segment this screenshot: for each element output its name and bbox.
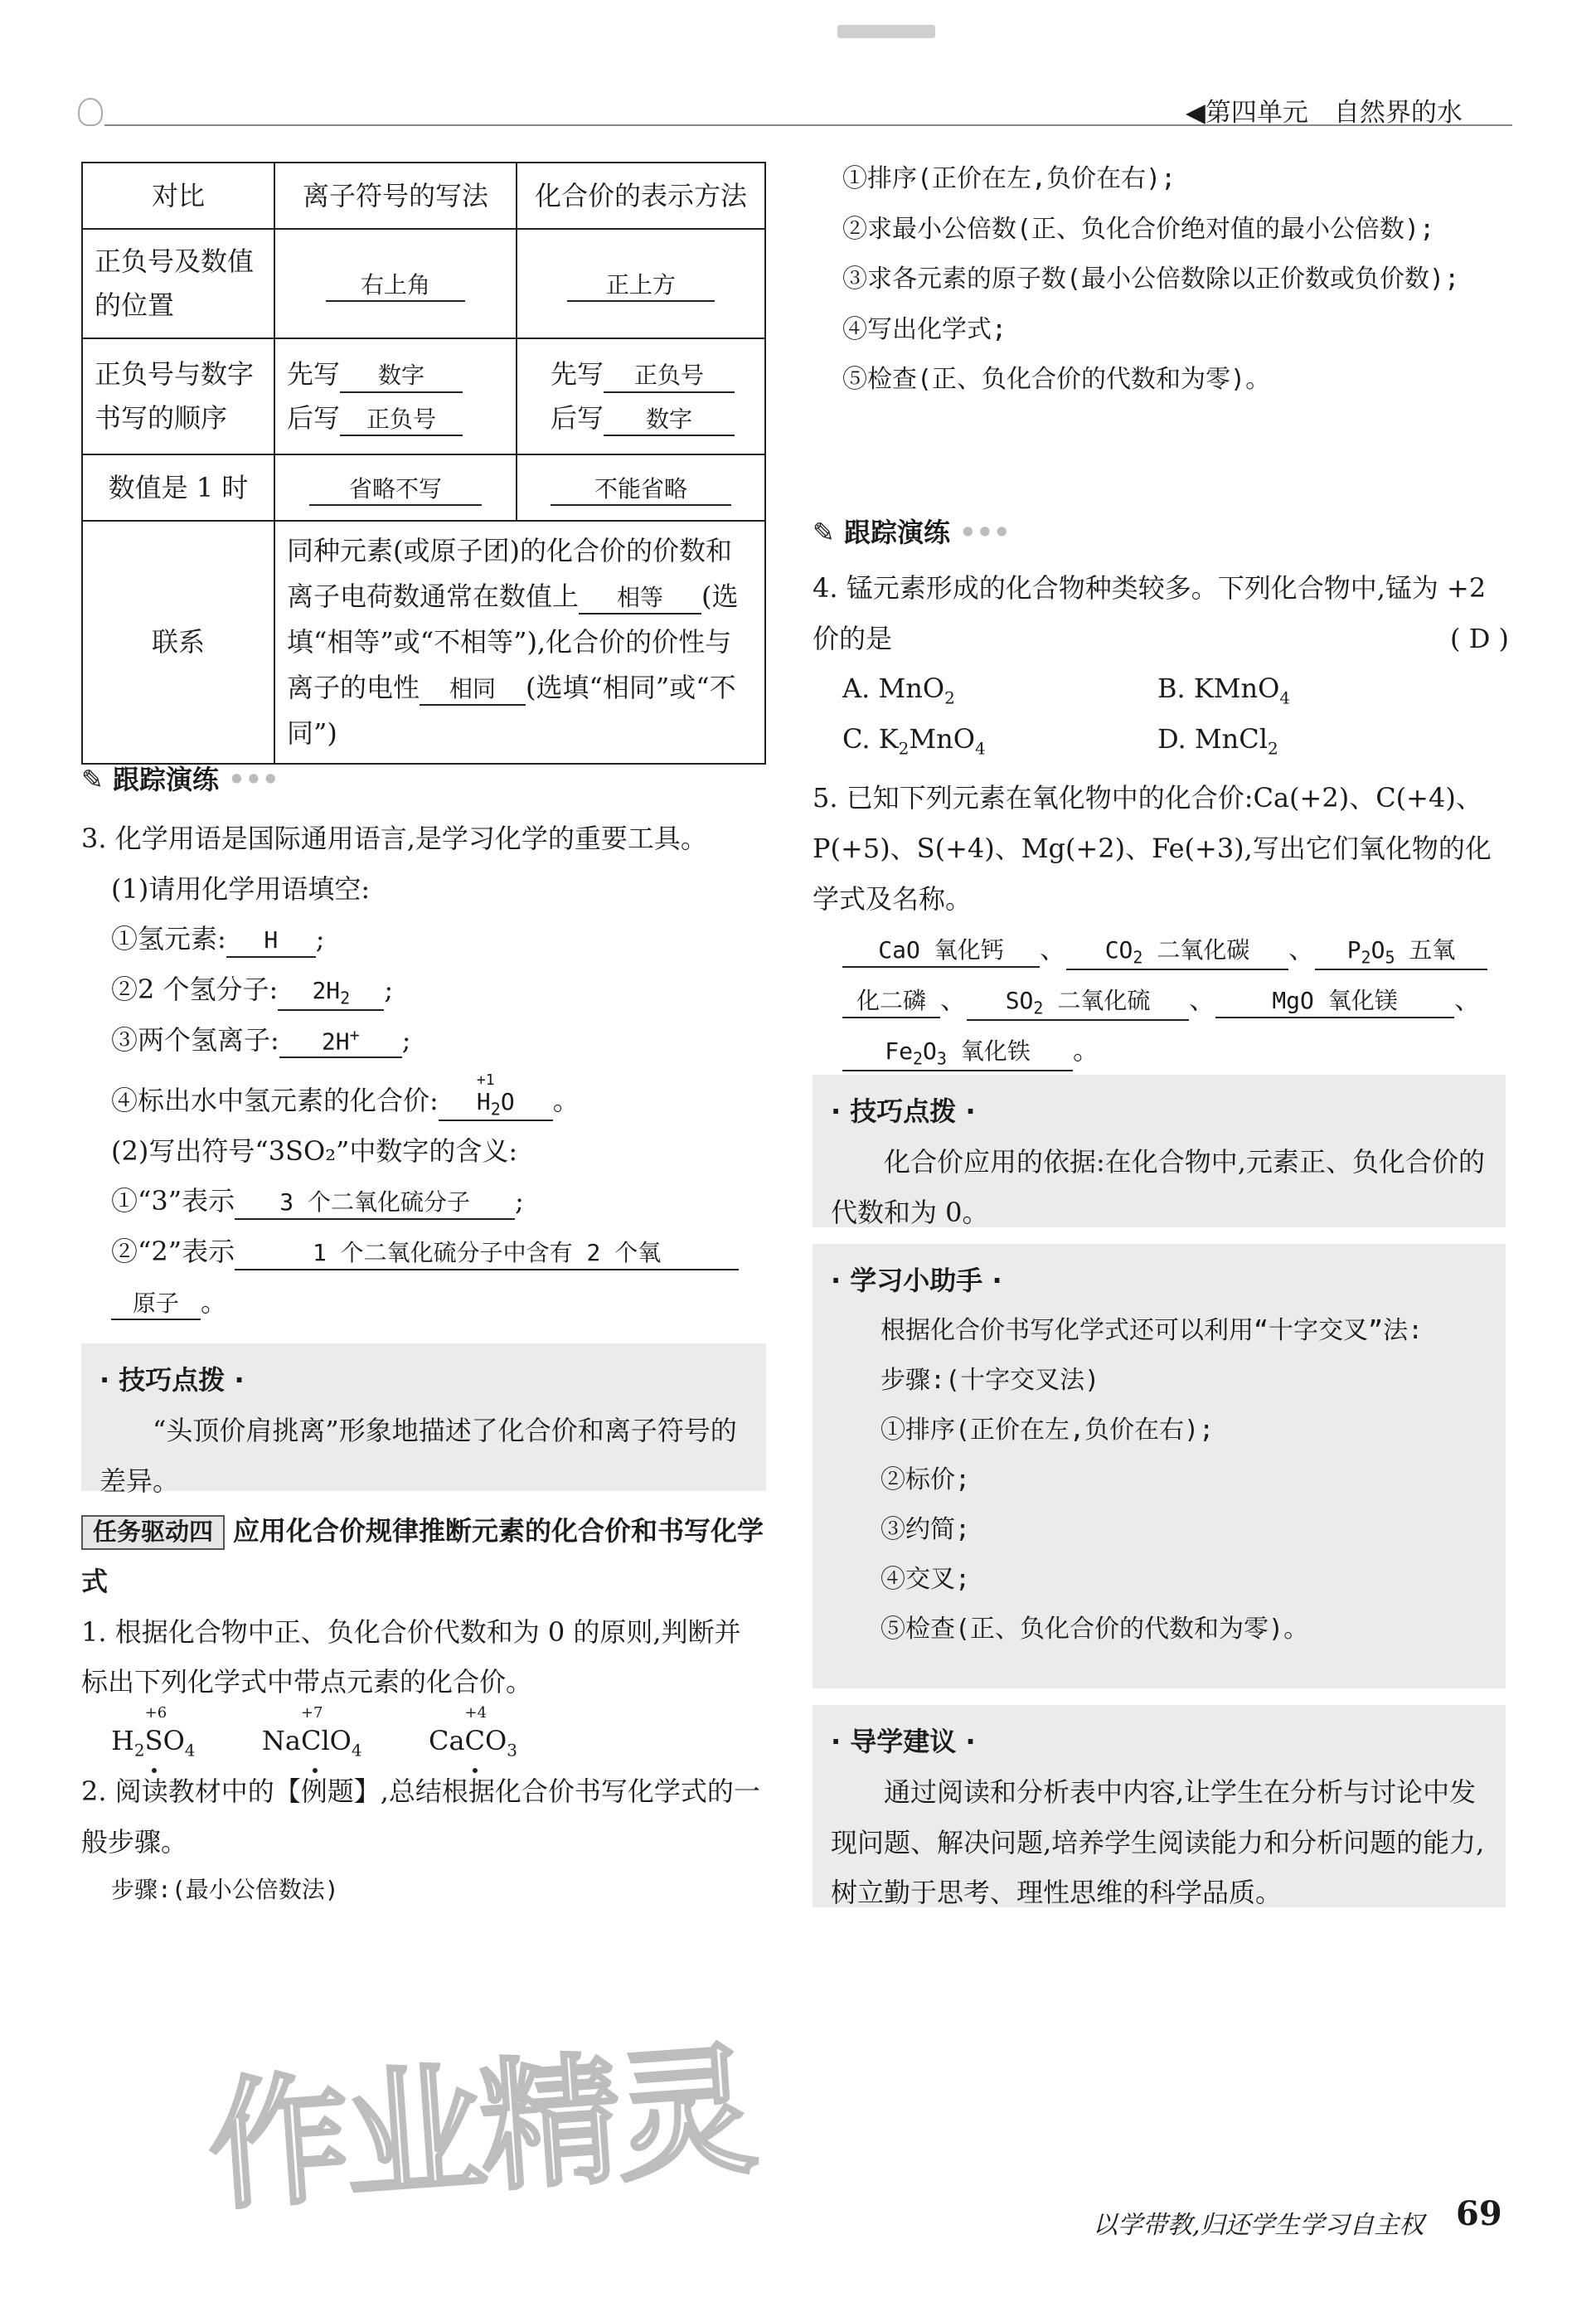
bulb-icon bbox=[78, 98, 103, 126]
row-label: 数值是 1 时 bbox=[82, 454, 274, 521]
pencil-icon: ✎ bbox=[81, 764, 113, 795]
comparison-table bbox=[81, 162, 766, 765]
formula-caco3: Ca +4 $CO_3$ bbox=[429, 1725, 517, 1756]
row-label: 正负号与数字书写的顺序 bbox=[82, 338, 274, 454]
dots-icon: ••• bbox=[218, 764, 279, 795]
tip-text: 化合价应用的依据:在化合物中,元素正、负化合价的代数和为 0。 bbox=[831, 1145, 1485, 1228]
table-header: 化合价的表示方法 bbox=[517, 163, 765, 229]
step-5: ⑤检查(正、负化合价的代数和为零)。 bbox=[842, 365, 1271, 395]
answer-blank: $2H_2$ bbox=[278, 976, 384, 1011]
dots-icon: ••• bbox=[949, 517, 1011, 548]
section-title: 跟踪演练 bbox=[843, 517, 950, 548]
question-text: (2)写出符号“3SO₂”中数字的含义: bbox=[111, 1134, 518, 1167]
answer-blank: $Fe_2O_3$ 氧化铁 bbox=[842, 1037, 1073, 1071]
answer-blank: 数字 bbox=[604, 405, 735, 436]
footer-slogan: 以学带教,归还学生学习自主权 bbox=[1093, 2211, 1424, 2240]
then-label: 后写 bbox=[287, 402, 341, 434]
question-text: ①氢元素: bbox=[111, 923, 226, 955]
relation-text: 同种元素(或原子团)的化合价的价数和离子电荷数通常在数值上 bbox=[287, 535, 732, 613]
answer-blank: 正负号 bbox=[340, 405, 463, 436]
right-steps bbox=[842, 154, 1506, 406]
tip-box bbox=[81, 1343, 766, 1497]
question-text: ③两个氢离子: bbox=[111, 1023, 279, 1056]
question-4: 4. 锰元素形成的化合物种类较多。下列化合物中,锰为 +2 价的是 bbox=[813, 571, 1487, 654]
helper-text: 步骤:(十字交叉法) bbox=[880, 1365, 1100, 1395]
left-column: ✎ 跟踪演练 ••• 3. 化学用语是国际通用语言,是学习化学的重要工具。 (1)请用化学用语填空: ①氢元素: H ; ②2 个氢分子: $2H_2$ ; ③两个氢离子: 2H+ ; ④标出水中氢元素的化合价: +1 $H_2O$ 。 (2)写出符号“3SO₂”中数字的含义: ①“3”表示 3 个二氧化硫分子 ; ②“2”表示 1 个二氧化硫分子中含有 2 个氧 原子 。 bbox=[81, 755, 766, 1328]
step-2: ②求最小公倍数(正、负化合价绝对值的最小公倍数); bbox=[842, 214, 1435, 244]
answer-blank: 右上角 bbox=[326, 270, 465, 302]
question-text: ②2 个氢分子: bbox=[111, 974, 279, 1006]
answer-blank: MgO 氧化镁 bbox=[1215, 986, 1454, 1018]
answer-blank: 数字 bbox=[340, 361, 463, 392]
question-5: 5. 已知下列元素在氧化物中的化合价:Ca(+2)、C(+4)、P(+5)、S(+4)、Mg(+2)、Fe(+3),写出它们氧化物的化学式及名称。 bbox=[813, 781, 1492, 915]
question-2: 2. 阅读教材中的【例题】,总结根据化合价书写化学式的一般步骤。 bbox=[81, 1775, 760, 1858]
option-d: D. MnCl$_2$ bbox=[1157, 723, 1278, 759]
helper-text: ③约简; bbox=[880, 1514, 971, 1544]
question-text: ④标出水中氢元素的化合价: bbox=[111, 1084, 439, 1116]
answer-blank: 1 个二氧化硫分子中含有 2 个氧 bbox=[235, 1238, 739, 1270]
box-title: · 技巧点拨 · bbox=[831, 1095, 976, 1127]
helper-text: 根据化合价书写化学式还可以利用“十字交叉”法: bbox=[880, 1315, 1424, 1345]
formula-row bbox=[81, 1704, 766, 1766]
table-header: 离子符号的写法 bbox=[274, 163, 517, 229]
steps-label: 步骤:(最小公倍数法) bbox=[111, 1875, 339, 1903]
step-1: ①排序(正价在左,负价在右); bbox=[842, 164, 1176, 193]
left-column-task bbox=[81, 1506, 766, 1911]
answer-blank: 正上方 bbox=[567, 270, 715, 302]
unit-title: ◀第四单元 自然界的水 bbox=[1186, 98, 1463, 128]
option-a: A. MnO$_2$ bbox=[842, 673, 955, 708]
helper-text: ①排序(正价在左,负价在右); bbox=[880, 1415, 1215, 1445]
question-text: (1)请用化学用语填空: bbox=[111, 872, 371, 905]
question-text: ①“3”表示 bbox=[111, 1185, 235, 1217]
task-tag: 任务驱动四 bbox=[81, 1515, 225, 1550]
answer-blank: CaO 氧化钙 bbox=[842, 935, 1040, 967]
answer-blank: 相同 bbox=[420, 674, 526, 706]
answer-choice: ( D ) bbox=[1450, 622, 1509, 654]
guide-text: 通过阅读和分析表中内容,让学生在分析与讨论中发现问题、解决问题,培养学生阅读能力和分析问题的能力,树立勤于思考、理性思维的科学品质。 bbox=[831, 1775, 1485, 1909]
guide-box bbox=[813, 1705, 1506, 1907]
top-bar bbox=[837, 25, 935, 38]
answer-blank: $P_2O_5$ 五氧 bbox=[1315, 935, 1487, 970]
box-title: · 导学建议 · bbox=[831, 1726, 976, 1757]
row-label: 正负号及数值的位置 bbox=[82, 229, 274, 338]
page-number: 69 bbox=[1456, 2194, 1502, 2233]
answer-blank: 原子 bbox=[111, 1289, 201, 1320]
answer-blank: 省略不写 bbox=[309, 474, 482, 506]
answer-blank: $CO_2$ 二氧化碳 bbox=[1066, 935, 1288, 970]
then-label: 后写 bbox=[551, 402, 604, 434]
formula-h2so4: $H_2$ +6 $SO_4$ bbox=[111, 1725, 196, 1756]
pencil-icon: ✎ bbox=[813, 517, 844, 548]
answer-blank: 正负号 bbox=[604, 361, 735, 392]
first-label: 先写 bbox=[287, 358, 341, 391]
option-b: B. KMnO$_4$ bbox=[1157, 673, 1291, 708]
option-c: C. $K_2MnO_4$ bbox=[842, 723, 986, 759]
tip-box-right bbox=[813, 1075, 1506, 1227]
box-title: · 学习小助手 · bbox=[831, 1265, 1002, 1296]
answer-blank: $SO_2$ 二氧化硫 bbox=[967, 986, 1189, 1021]
answer-blank: 3 个二氧化硫分子 bbox=[235, 1188, 515, 1219]
watermark: 作业精灵 bbox=[202, 2028, 758, 2231]
box-title: · 技巧点拨 · bbox=[99, 1364, 245, 1396]
section-title: 跟踪演练 bbox=[112, 764, 219, 795]
question-3: 3. 化学用语是国际通用语言,是学习化学的重要工具。 bbox=[81, 822, 707, 854]
row-label: 联系 bbox=[82, 521, 274, 764]
task-title: 应用化合价规律推断元素的化合价和书写化学式 bbox=[81, 1515, 764, 1597]
helper-box bbox=[813, 1244, 1506, 1688]
answer-blank: 化二磷 bbox=[842, 986, 940, 1018]
helper-text: ④交叉; bbox=[880, 1564, 971, 1594]
question-text: ②“2”表示 bbox=[111, 1236, 235, 1268]
right-column: ✎ 跟踪演练 ••• 4. 锰元素形成的化合物种类较多。下列化合物中,锰为 +2 价的是 ( D ) A. MnO$_2$ B. KMnO$_4$ C. $K_2MnO_4$ D. MnCl$_2$ 5. 已知下列元素在氧化物中的化合价:Ca(+2)、C(+4)、P(+5)、S(+4)、Mg(+2)、Fe(+3),写出它们氧化物的化学式及名称。 CaO 氧化钙 、 $CO_2$ 二氧化碳 、 $P_2O_5$ 五氧 化二磷 、 $SO_2$ 二氧化硫 、 MgO 氧化镁 、 $Fe_2O_3$ 氧化铁 。 bbox=[813, 508, 1509, 1076]
answer-blank: 2H+ bbox=[279, 1024, 402, 1059]
answer-blank: 不能省略 bbox=[551, 474, 731, 506]
relation-text: (选填“相等”或“不相等”),化合价的价性与离子的电性 bbox=[287, 580, 739, 704]
step-3: ③求各元素的原子数(最小公倍数除以正价数或负价数); bbox=[842, 265, 1460, 294]
answer-blank: +1 $H_2O$ bbox=[439, 1087, 553, 1122]
tip-text: “头顶价肩挑离”形象地描述了化合价和离子符号的差异。 bbox=[99, 1414, 737, 1497]
helper-text: ②标价; bbox=[880, 1465, 971, 1494]
table-header: 对比 bbox=[82, 163, 274, 229]
relation-text: (选填“相同”或“不同”) bbox=[287, 672, 736, 750]
formula-naclo4: Na +7 ClO$_4$ bbox=[262, 1725, 362, 1756]
step-4: ④写出化学式; bbox=[842, 314, 1007, 344]
helper-text: ⑤检查(正、负化合价的代数和为零)。 bbox=[880, 1614, 1309, 1644]
answer-blank: 相等 bbox=[579, 583, 701, 614]
first-label: 先写 bbox=[551, 358, 604, 391]
answer-blank: H bbox=[226, 925, 316, 957]
question-1: 1. 根据化合物中正、负化合价代数和为 0 的原则,判断并标出下列化学式中带点元素的化合价。 bbox=[81, 1615, 741, 1698]
